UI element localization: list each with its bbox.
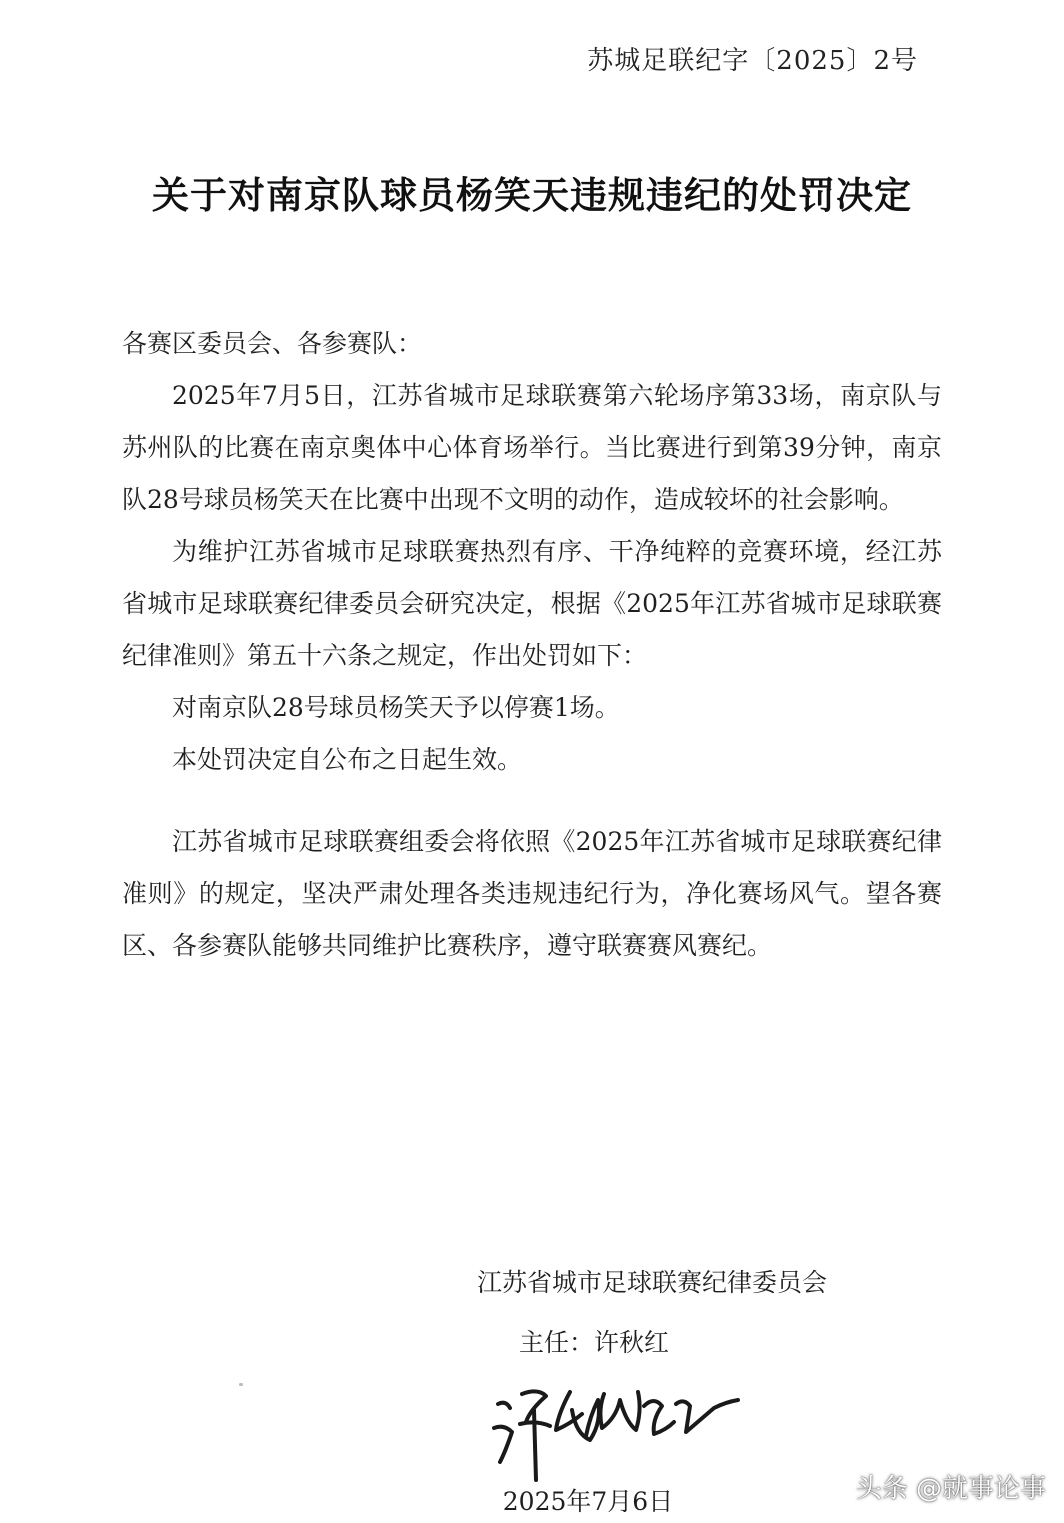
paragraph-incident: 2025年7月5日，江苏省城市足球联赛第六轮场序第33场，南京队与苏州队的比赛在南京奥体中心体育场举行。当比赛进行到第39分钟，南京队28号球员杨笑天在比赛中出现不文明的动作，造成较坏的社会影响。: [122, 381, 942, 514]
paragraph-closing: 江苏省城市足球联赛组委会将依照《2025年江苏省城市足球联赛纪律准则》的规定，坚决严肃处理各类违规违纪行为，净化赛场风气。望各赛区、各参赛队能够共同维护比赛秩序，遵守联赛赛风赛纪。: [122, 827, 942, 960]
paragraph-decision-basis: 为维护江苏省城市足球联赛热烈有序、干净纯粹的竞赛环境，经江苏省城市足球联赛纪律委员会研究决定，根据《2025年江苏省城市足球联赛纪律准则》第五十六条之规定，作出处罚如下：: [122, 537, 942, 670]
document-body: [122, 318, 942, 972]
signature-chair: 主任：许秋红: [518, 1328, 669, 1357]
paragraph-penalty: 对南京队28号球员杨笑天予以停赛1场。: [172, 693, 620, 722]
signature-date: 2025年7月6日: [502, 1487, 674, 1516]
paper-speck: [239, 1383, 243, 1386]
document-number: 苏城足联纪字〔2025〕2号: [587, 46, 918, 76]
signature-organization: 江苏省城市足球联赛纪律委员会: [476, 1268, 827, 1297]
paragraph-spacer: [122, 786, 942, 816]
document-title: 关于对南京队球员杨笑天违规违纪的处罚决定: [152, 174, 912, 217]
paragraph-effective: 本处罚决定自公布之日起生效。: [172, 745, 523, 774]
handwritten-signature: [486, 1370, 746, 1490]
watermark: 头条 @就事论事: [855, 1474, 1046, 1504]
salutation: 各赛区委员会、各参赛队：: [122, 329, 423, 358]
signature-scribble-icon: [486, 1370, 746, 1490]
